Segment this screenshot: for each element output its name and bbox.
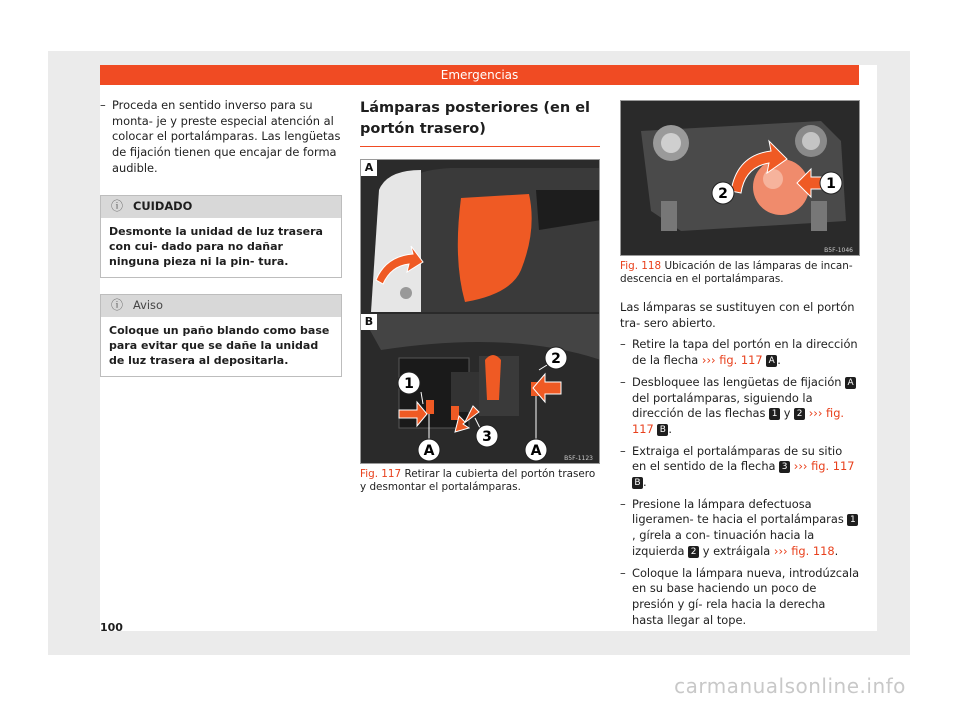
caution-text: Desmonte la unidad de luz trasera con cui- dado para no dañar ninguna pieza ni la pin- tura. (109, 224, 323, 268)
step-text: Desbloquee las lengüetas de fijación (632, 374, 842, 389)
step-text: y extráigala (702, 543, 771, 558)
key-label: B (657, 424, 668, 436)
figure-code: B5F-1046 (824, 247, 853, 254)
list-item: – Extraiga el portalámparas de su sitio en el sentido de la flecha 3 ››› fig. 117 B . (620, 444, 860, 491)
callout-3: 3 (482, 429, 492, 445)
panel-label-b: B (361, 314, 377, 330)
figure-118-illustration (621, 101, 860, 256)
list-item: – Retire la tapa del portón en la dirección de la flecha ››› fig. 117 A . (620, 337, 860, 368)
figure-link[interactable]: fig. 117 (811, 459, 855, 474)
figure-118 (620, 100, 860, 256)
warning-circle-icon: ⓘ (111, 198, 124, 213)
key-label: 3 (779, 461, 790, 473)
caution-header (101, 196, 341, 218)
step-text: del portalámparas, siguiendo la dirección de las flechas (632, 390, 813, 421)
arrow-ref: ››› (701, 353, 716, 368)
figure-number: Fig. 117 (360, 468, 402, 480)
page-number: 100 (100, 621, 123, 634)
figure-caption-text: Retirar la cubierta del portón trasero y desmontar el portalámparas. (360, 468, 596, 493)
figure-link[interactable]: fig. 117 (719, 353, 763, 368)
list-item: – Presione la lámpara defectuosa ligeramen- te hacia el portalámparas 1, gírela a con- tinuación hacia la izquierda 2 y extráigala ››› fig. 118. (620, 497, 860, 560)
key-label: A (766, 355, 777, 367)
notice-title: Aviso (133, 297, 163, 312)
callout-1: 1 (826, 176, 836, 192)
arrow-ref: ››› (808, 406, 823, 421)
key-label: 1 (769, 408, 780, 420)
step-text: Retire la tapa del portón en la dirección de la flecha (632, 337, 858, 368)
figure-code: B5F-1123 (564, 455, 593, 462)
figure-link[interactable]: fig. 117 (632, 406, 845, 436)
chapter-banner: Emergencias (100, 65, 859, 85)
figure-117 (360, 159, 600, 464)
list-item: – Proceda en sentido inverso para su monta- je y preste especial atención al colocar el portalámparas. Las lengüetas de fijación tienen que encajar de forma audible. (100, 98, 342, 177)
caution-box (100, 195, 342, 278)
panel-label-a: A (361, 160, 377, 176)
callout-2: 2 (718, 186, 728, 202)
callout-2: 2 (551, 351, 561, 367)
figure-link[interactable]: fig. 118 (791, 543, 835, 558)
column-middle (360, 98, 600, 494)
key-label: B (632, 477, 643, 489)
step-text: Extraiga el portalámparas de su sitio en el sentido de la flecha (632, 443, 843, 474)
watermark: carmanualsonline.info (674, 674, 906, 698)
arrow-ref: ››› (793, 459, 808, 474)
callout-1: 1 (404, 376, 414, 392)
key-label: A (845, 377, 856, 389)
notice-text: Coloque un paño blando como base para evitar que se dañe la unidad de luz trasera al depositarla. (109, 323, 330, 367)
figure-118-caption (620, 260, 860, 286)
section-title: Lámparas posteriores (en el portón trasero) (360, 98, 600, 147)
key-label: 2 (794, 408, 805, 420)
step-text: y (783, 406, 791, 421)
figure-117-caption (360, 468, 600, 494)
info-icon: ⓘ (111, 297, 124, 312)
key-label: 2 (688, 546, 699, 558)
arrow-ref: ››› (773, 543, 788, 558)
caution-title: CUIDADO (133, 198, 193, 213)
key-label: 1 (847, 514, 858, 526)
notice-header (101, 295, 341, 317)
notice-box (100, 294, 342, 377)
callout-a-right: A (530, 443, 542, 459)
figure-number: Fig. 118 (620, 260, 662, 272)
intro-paragraph: Las lámparas se sustituyen con el portón tra- sero abierto. (620, 300, 855, 330)
step-text: , gírela a con- tinuación hacia la izquierda (632, 528, 815, 558)
step-text: Presione la lámpara defectuosa ligeramen- te hacia el portalámparas (632, 496, 844, 527)
callout-a-left: A (423, 443, 435, 459)
list-item (620, 566, 860, 629)
column-left (100, 98, 342, 377)
step-text: Coloque la lámpara nueva, introdúzcala en su base haciendo un poco de presión y gí- rela hacia la derecha hasta llegar al tope. (632, 565, 860, 627)
figure-caption-text: Ubicación de las lámparas de incan- descencia en el portalámparas. (620, 260, 853, 285)
list-item: – Desbloquee las lengüetas de fijación A del portalámparas, siguiendo la dirección de las flechas 1 y 2 ››› fig. 117 B . (620, 375, 860, 438)
column-right (620, 100, 860, 634)
figure-117-illustration (361, 160, 600, 464)
